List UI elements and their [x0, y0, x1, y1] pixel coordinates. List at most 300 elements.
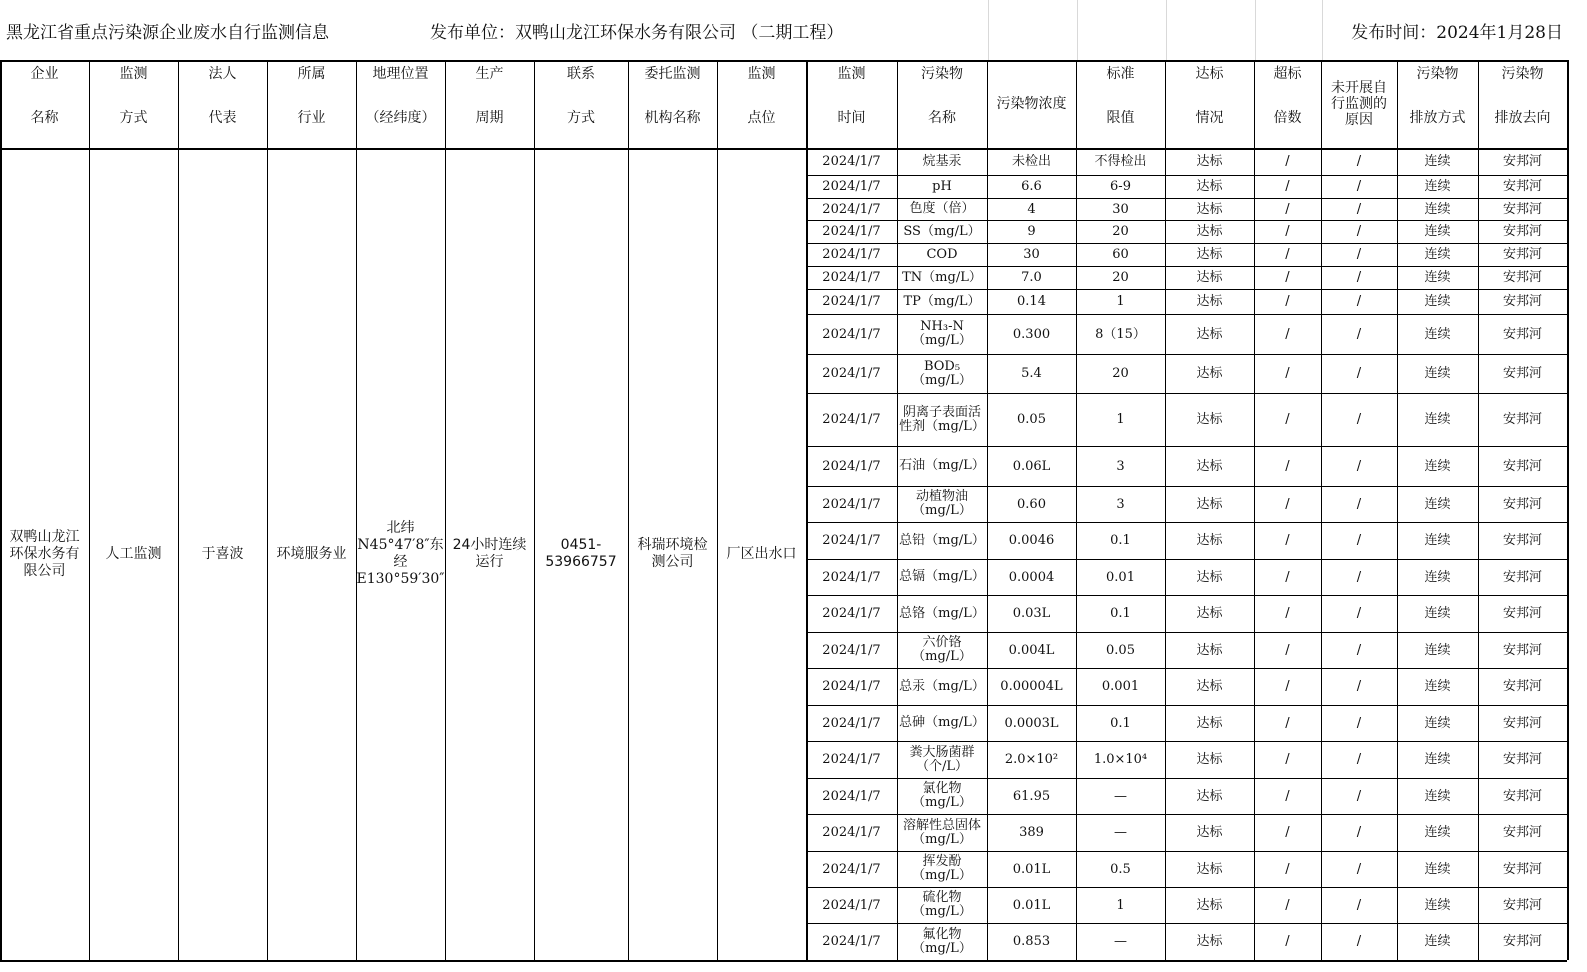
cell-status: 达标 [1196, 201, 1223, 217]
grid-line [806, 851, 1567, 852]
cell-conc: 7.0 [1021, 270, 1042, 285]
company-method: 人工监测 [105, 545, 162, 562]
header-cell-10-top: 污染物 [921, 66, 963, 82]
cell-status: 达标 [1196, 934, 1223, 949]
table-row [806, 393, 1567, 446]
header-cell-3-bottom: 行业 [297, 110, 326, 126]
cell-status: 达标 [1196, 366, 1223, 381]
cell-limit: 0.5 [1110, 861, 1131, 877]
cell-status: 达标 [1196, 569, 1223, 585]
cell-limit: 3 [1116, 458, 1125, 474]
cell-conc: 0.01L [1012, 897, 1051, 913]
cell-reason: / [1356, 247, 1362, 262]
cell-pollutant: 六价铬（mg/L） [912, 635, 972, 664]
cell-conc: 6.6 [1021, 179, 1042, 194]
table-row [806, 814, 1567, 851]
cell-dest: 安邦河 [1502, 496, 1542, 512]
grid-line [1077, 0, 1078, 60]
cell-conc: 0.0004 [1008, 569, 1055, 585]
cell-status: 达标 [1196, 224, 1223, 239]
cell-pollutant: COD [926, 246, 958, 262]
header-cell-12-bottom: 限值 [1106, 110, 1135, 126]
cell-limit: 0.1 [1110, 533, 1131, 548]
header-cell-4-top: 地理位置 [372, 66, 429, 82]
header-cell-16-bottom: 排放方式 [1409, 110, 1466, 126]
cell-limit: 1 [1116, 294, 1125, 309]
cell-mode: 连续 [1424, 861, 1451, 877]
cell-conc: 4 [1027, 201, 1036, 217]
cell-pollutant: 氯化物（mg/L） [912, 781, 972, 810]
cell-conc: 0.004L [1008, 642, 1055, 658]
grid-line [806, 595, 1567, 596]
cell-limit: 0.1 [1110, 715, 1131, 731]
cell-conc: 0.01L [1012, 861, 1051, 877]
cell-conc: 389 [1019, 825, 1044, 840]
publish-time: 发布时间：2024年1月28日 [1351, 22, 1563, 43]
grid-line [0, 960, 1567, 962]
cell-mode: 连续 [1424, 569, 1451, 585]
cell-dest: 安邦河 [1502, 679, 1542, 694]
cell-dest: 安邦河 [1502, 825, 1542, 840]
cell-limit: 0.01 [1106, 569, 1135, 585]
cell-time: 2024/1/7 [822, 897, 881, 913]
cell-conc: 0.0003L [1004, 715, 1059, 731]
company-name: 双鸭山龙江环保水务有限公司 [9, 528, 80, 579]
cell-mode: 连续 [1424, 679, 1451, 694]
cell-conc: 0.300 [1012, 326, 1051, 342]
grid-line [1567, 60, 1569, 960]
cell-limit: 20 [1112, 270, 1129, 285]
cell-mode: 连续 [1424, 715, 1451, 731]
cell-mode: 连续 [1424, 606, 1451, 621]
cell-status: 达标 [1196, 294, 1223, 309]
table-row [806, 778, 1567, 814]
header-cell-1-top: 监测 [119, 66, 148, 82]
cell-conc: 0.05 [1017, 412, 1046, 427]
cell-reason: / [1356, 715, 1362, 731]
cell-dest: 安邦河 [1502, 606, 1542, 621]
grid-line [267, 60, 268, 960]
cell-pollutant: 色度（倍） [909, 201, 975, 216]
header-cell-4-bottom: （经纬度） [365, 110, 436, 126]
header-cell-8-top: 监测 [747, 66, 776, 82]
cell-status: 达标 [1196, 496, 1223, 512]
cell-reason: / [1356, 366, 1362, 381]
grid-line [806, 175, 1567, 176]
cell-exceed: / [1285, 825, 1290, 840]
header-cell-7-top: 委托监测 [644, 66, 701, 82]
grid-line [1166, 0, 1167, 60]
cell-pollutant: 硫化物（mg/L） [912, 890, 972, 919]
table-row [806, 220, 1567, 243]
cell-limit: — [1114, 788, 1127, 804]
cell-exceed: / [1285, 788, 1290, 804]
cell-exceed: / [1285, 642, 1290, 658]
cell-mode: 连续 [1424, 201, 1451, 217]
cell-conc: 2.0×10² [1004, 752, 1059, 767]
grid-line [1397, 60, 1398, 960]
table-row [806, 314, 1567, 354]
cell-dest: 安邦河 [1502, 366, 1542, 381]
cell-time: 2024/1/7 [822, 788, 881, 804]
cell-limit: 8（15） [1095, 326, 1146, 342]
grid-line [987, 60, 988, 960]
grid-line [1076, 60, 1077, 960]
cell-exceed: / [1285, 247, 1290, 262]
grid-line [806, 559, 1567, 560]
cell-mode: 连续 [1424, 642, 1451, 658]
cell-dest: 安邦河 [1502, 642, 1542, 658]
sheet-title: 黑龙江省重点污染源企业废水自行监测信息 [6, 22, 329, 43]
cell-pollutant: TP（mg/L） [903, 293, 981, 309]
cell-conc: 未检出 [1011, 154, 1051, 169]
cell-limit: 20 [1112, 366, 1129, 381]
cell-time: 2024/1/7 [822, 934, 881, 949]
cell-mode: 连续 [1424, 179, 1451, 194]
cell-pollutant: pH [932, 178, 952, 194]
cell-exceed: / [1285, 458, 1290, 474]
cell-status: 达标 [1196, 897, 1223, 913]
cell-time: 2024/1/7 [822, 569, 881, 585]
header-cell-6-bottom: 方式 [567, 110, 595, 126]
table-row [806, 923, 1567, 960]
cell-status: 达标 [1196, 326, 1223, 342]
table-row [806, 851, 1567, 887]
cell-mode: 连续 [1424, 294, 1451, 309]
header-cell-15: 未开展自行监测的原因 [1331, 80, 1387, 128]
header-cell-14-top: 超标 [1273, 66, 1302, 82]
cell-pollutant: 烷基汞 [922, 153, 962, 169]
cell-status: 达标 [1196, 458, 1223, 474]
cell-pollutant: 石油（mg/L） [899, 458, 985, 473]
cell-dest: 安邦河 [1502, 201, 1542, 217]
cell-pollutant: 粪大肠菌群（个/L） [909, 744, 975, 774]
header-cell-10-bottom: 名称 [928, 110, 956, 126]
header-cell-2-bottom: 代表 [208, 110, 237, 126]
header-cell-2-top: 法人 [208, 66, 237, 82]
cell-status: 达标 [1196, 642, 1223, 658]
cell-time: 2024/1/7 [822, 179, 881, 194]
cell-dest: 安邦河 [1502, 715, 1542, 731]
cell-limit: 0.001 [1101, 679, 1140, 694]
table-row [806, 446, 1567, 486]
cell-dest: 安邦河 [1502, 326, 1542, 342]
table-row [806, 668, 1567, 705]
cell-pollutant: 总铅（mg/L） [899, 532, 985, 548]
cell-mode: 连续 [1424, 752, 1451, 767]
cell-mode: 连续 [1424, 154, 1451, 169]
table-row [806, 198, 1567, 220]
table-row [806, 741, 1567, 778]
grid-line [806, 668, 1567, 669]
cell-dest: 安邦河 [1502, 897, 1542, 913]
cell-reason: / [1356, 270, 1362, 285]
table-row [806, 148, 1567, 175]
cell-mode: 连续 [1424, 224, 1451, 239]
grid-line [1165, 60, 1166, 960]
cell-reason: / [1356, 897, 1362, 913]
cell-reason: / [1356, 679, 1362, 694]
table-row [806, 175, 1567, 198]
cell-reason: / [1356, 458, 1362, 474]
grid-line [717, 60, 718, 960]
cell-status: 达标 [1196, 154, 1223, 169]
cell-reason: / [1356, 201, 1362, 217]
cell-reason: / [1356, 606, 1362, 621]
company-contact: 0451-53966757 [545, 537, 617, 570]
grid-line [1321, 60, 1322, 960]
table-row [806, 266, 1567, 289]
cell-exceed: / [1285, 326, 1290, 342]
cell-pollutant: 总砷（mg/L） [899, 715, 985, 730]
header-cell-16-top: 污染物 [1416, 66, 1459, 82]
cell-conc: 0.0046 [1008, 533, 1055, 548]
cell-time: 2024/1/7 [822, 642, 881, 658]
cell-reason: / [1356, 642, 1362, 658]
company-point: 厂区出水口 [726, 545, 797, 562]
cell-status: 达标 [1196, 715, 1223, 731]
cell-time: 2024/1/7 [822, 201, 881, 217]
cell-reason: / [1356, 569, 1362, 585]
table-row [806, 705, 1567, 741]
cell-limit: 6-9 [1110, 179, 1131, 194]
cell-limit: 0.1 [1110, 606, 1131, 621]
cell-time: 2024/1/7 [822, 270, 881, 285]
cell-time: 2024/1/7 [822, 412, 881, 427]
cell-exceed: / [1285, 679, 1290, 694]
cell-conc: 30 [1023, 247, 1040, 262]
cell-exceed: / [1285, 496, 1290, 512]
cell-mode: 连续 [1424, 934, 1451, 949]
grid-line [806, 243, 1567, 244]
cell-time: 2024/1/7 [822, 294, 881, 309]
table-row [806, 632, 1567, 668]
cell-dest: 安邦河 [1502, 294, 1542, 309]
cell-conc: 5.4 [1021, 366, 1042, 381]
grid-line [1322, 0, 1323, 60]
cell-exceed: / [1285, 752, 1290, 767]
header-cell-3-top: 所属 [297, 66, 326, 82]
cell-exceed: / [1285, 366, 1290, 381]
company-cycle: 24小时连续运行 [452, 537, 527, 570]
grid-line [806, 887, 1567, 888]
cell-reason: / [1356, 224, 1362, 239]
header-cell-0-top: 企业 [30, 66, 59, 82]
cell-status: 达标 [1196, 606, 1223, 621]
cell-status: 达标 [1196, 179, 1223, 194]
cell-time: 2024/1/7 [822, 496, 881, 512]
cell-conc: 0.853 [1012, 934, 1051, 949]
company-legal-rep: 于喜波 [201, 545, 244, 562]
grid-line [806, 814, 1567, 815]
grid-line [806, 446, 1567, 447]
grid-line [897, 60, 898, 960]
grid-line [806, 778, 1567, 779]
grid-line [806, 705, 1567, 706]
table-row [806, 595, 1567, 632]
cell-limit: 60 [1112, 247, 1129, 262]
table-row [806, 354, 1567, 393]
cell-mode: 连续 [1424, 412, 1451, 427]
cell-status: 达标 [1196, 788, 1223, 804]
header-cell-17-top: 污染物 [1501, 66, 1544, 82]
cell-limit: 1 [1116, 412, 1125, 427]
cell-status: 达标 [1196, 412, 1223, 427]
grid-line [0, 60, 1567, 62]
cell-exceed: / [1285, 294, 1290, 309]
cell-exceed: / [1285, 179, 1290, 194]
company-agency: 科瑞环境检测公司 [637, 537, 708, 570]
cell-mode: 连续 [1424, 247, 1451, 262]
cell-time: 2024/1/7 [822, 606, 881, 621]
grid-line [806, 220, 1567, 221]
cell-exceed: / [1285, 934, 1290, 949]
cell-limit: 3 [1116, 496, 1125, 512]
cell-limit: 20 [1112, 224, 1129, 239]
cell-exceed: / [1285, 606, 1290, 621]
cell-reason: / [1356, 752, 1362, 767]
grid-line [806, 266, 1567, 267]
cell-conc: 9 [1027, 224, 1036, 239]
cell-pollutant: 总镉（mg/L） [899, 569, 985, 584]
cell-limit: 0.05 [1106, 642, 1135, 658]
table-row [806, 887, 1567, 923]
cell-time: 2024/1/7 [822, 715, 881, 731]
cell-exceed: / [1285, 201, 1290, 217]
cell-status: 达标 [1196, 533, 1223, 548]
cell-mode: 连续 [1424, 788, 1451, 804]
header-cell-5-top: 生产 [475, 66, 504, 82]
grid-line [178, 60, 179, 960]
grid-line [628, 60, 629, 960]
cell-reason: / [1356, 496, 1362, 512]
cell-reason: / [1356, 294, 1362, 309]
header-cell-12-top: 标准 [1106, 66, 1135, 82]
cell-limit: 1.0×10⁴ [1093, 752, 1148, 767]
cell-dest: 安邦河 [1502, 224, 1542, 239]
header-cell-1-bottom: 方式 [119, 110, 148, 126]
cell-status: 达标 [1196, 247, 1223, 262]
cell-conc: 61.95 [1012, 788, 1051, 804]
cell-exceed: / [1285, 224, 1290, 239]
grid-line [806, 314, 1567, 315]
publisher-label: 发布单位：双鸭山龙江环保水务有限公司 （二期工程） [430, 22, 844, 43]
cell-limit: 30 [1112, 201, 1129, 217]
grid-line [806, 289, 1567, 290]
header-cell-6-top: 联系 [567, 66, 595, 82]
cell-reason: / [1356, 533, 1362, 548]
cell-dest: 安邦河 [1502, 154, 1542, 169]
cell-mode: 连续 [1424, 825, 1451, 840]
cell-exceed: / [1285, 533, 1290, 548]
cell-dest: 安邦河 [1502, 788, 1542, 804]
cell-pollutant: 总汞（mg/L） [899, 678, 985, 694]
cell-exceed: / [1285, 861, 1290, 877]
cell-dest: 安邦河 [1502, 179, 1542, 194]
cell-reason: / [1356, 412, 1362, 427]
cell-time: 2024/1/7 [822, 679, 881, 694]
cell-reason: / [1356, 825, 1362, 840]
header-cell-11: 污染物浓度 [996, 96, 1067, 112]
cell-mode: 连续 [1424, 533, 1451, 548]
cell-pollutant: 氟化物（mg/L） [912, 926, 972, 956]
cell-time: 2024/1/7 [822, 458, 881, 474]
table-row [806, 522, 1567, 559]
cell-dest: 安邦河 [1502, 412, 1542, 427]
header-cell-9-top: 监测 [837, 66, 866, 82]
cell-pollutant: TN（mg/L） [902, 269, 982, 285]
cell-time: 2024/1/7 [822, 154, 881, 169]
cell-conc: 0.03L [1012, 606, 1051, 621]
cell-conc: 0.00004L [1000, 679, 1063, 694]
cell-exceed: / [1285, 270, 1290, 285]
cell-status: 达标 [1196, 270, 1223, 285]
cell-exceed: / [1285, 412, 1290, 427]
cell-exceed: / [1285, 569, 1290, 585]
cell-time: 2024/1/7 [822, 247, 881, 262]
header-cell-17-bottom: 排放去向 [1494, 110, 1551, 126]
header-cell-9-bottom: 时间 [837, 110, 866, 126]
cell-pollutant: 挥发酚（mg/L） [912, 854, 972, 883]
grid-line [806, 632, 1567, 633]
cell-pollutant: 溶解性总固体（mg/L） [902, 817, 981, 847]
cell-time: 2024/1/7 [822, 224, 881, 239]
cell-dest: 安邦河 [1502, 270, 1542, 285]
cell-dest: 安邦河 [1502, 934, 1542, 949]
cell-conc: 0.60 [1017, 496, 1046, 512]
grid-line [0, 60, 2, 960]
cell-pollutant: 动植物油（mg/L） [912, 489, 972, 518]
cell-pollutant: SS（mg/L） [903, 223, 981, 239]
cell-pollutant: 阴离子表面活性剂（mg/L） [899, 404, 985, 434]
cell-mode: 连续 [1424, 897, 1451, 913]
cell-time: 2024/1/7 [822, 861, 881, 877]
grid-line [806, 741, 1567, 742]
cell-reason: / [1356, 326, 1362, 342]
grid-line [806, 486, 1567, 487]
grid-line [89, 60, 90, 960]
cell-status: 达标 [1196, 861, 1223, 877]
cell-dest: 安邦河 [1502, 247, 1542, 262]
grid-line [0, 148, 1567, 150]
cell-dest: 安邦河 [1502, 458, 1542, 474]
cell-mode: 连续 [1424, 270, 1451, 285]
cell-pollutant: 总铬（mg/L） [899, 605, 985, 621]
cell-limit: 不得检出 [1094, 154, 1147, 169]
header-cell-5-bottom: 周期 [475, 110, 504, 126]
cell-reason: / [1356, 154, 1362, 169]
grid-line [806, 522, 1567, 523]
grid-line [534, 60, 535, 960]
table-row [806, 289, 1567, 314]
grid-line [1255, 0, 1256, 60]
cell-mode: 连续 [1424, 326, 1451, 342]
company-location: 北纬N45°47′8″东经E130°59′30″ [356, 520, 445, 587]
cell-exceed: / [1285, 715, 1290, 731]
cell-dest: 安邦河 [1502, 752, 1542, 767]
cell-time: 2024/1/7 [822, 752, 881, 767]
header-cell-13-bottom: 情况 [1195, 110, 1224, 126]
cell-status: 达标 [1196, 679, 1223, 694]
cell-status: 达标 [1196, 752, 1223, 767]
table-row [806, 486, 1567, 522]
cell-time: 2024/1/7 [822, 366, 881, 381]
header-cell-8-bottom: 点位 [747, 110, 776, 126]
cell-exceed: / [1285, 154, 1290, 169]
grid-line [1254, 60, 1255, 960]
cell-reason: / [1356, 934, 1362, 949]
cell-reason: / [1356, 179, 1362, 194]
